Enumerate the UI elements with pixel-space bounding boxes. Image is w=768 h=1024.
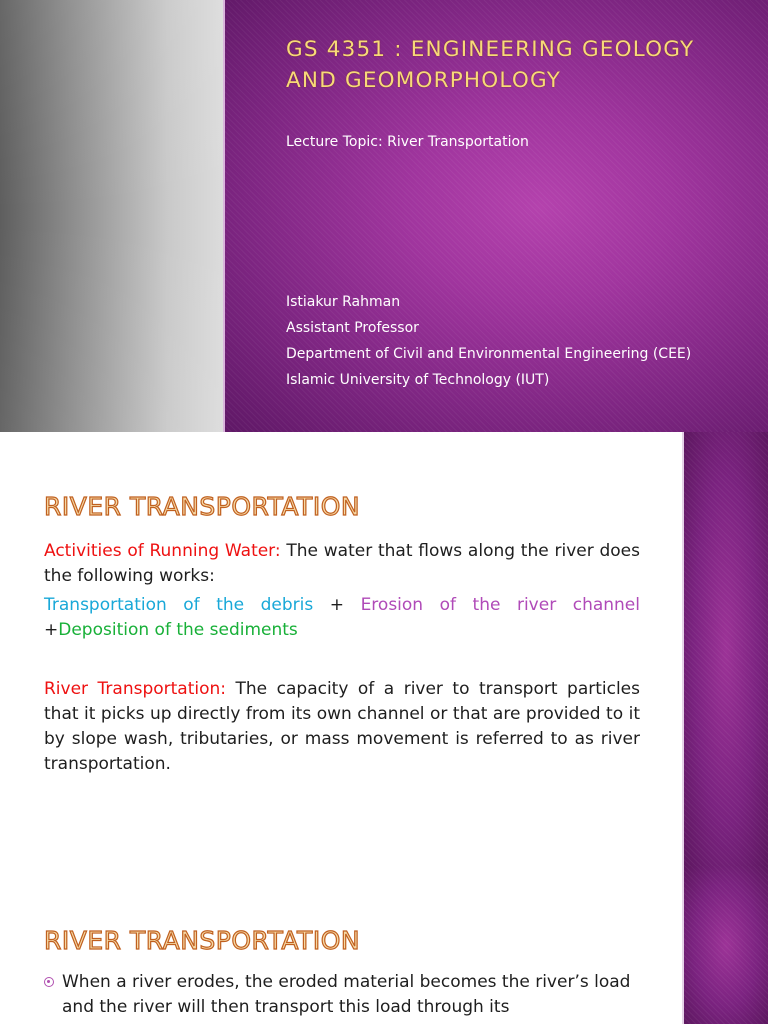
plus-sign: +: [313, 595, 361, 615]
transportation-item: Transportation of the debris: [44, 595, 314, 615]
presenter-name: Istiakur Rahman: [286, 294, 401, 310]
presenter-info: [286, 289, 691, 393]
title-slide: [0, 0, 768, 432]
deposition-item: Deposition of the sediments: [58, 620, 298, 640]
presenter-department: Department of Civil and Environmental Engineering (CEE): [286, 346, 692, 362]
slide-left-gray-panel: [0, 0, 223, 432]
lecture-topic: Lecture Topic: River Transportation: [286, 134, 529, 150]
erosion-item: Erosion of the river channel: [360, 595, 640, 615]
running-water-text: The water that flows along the river does the following works:: [44, 541, 640, 586]
running-water-paragraph: [44, 539, 640, 589]
definition-label: River Transportation:: [44, 679, 227, 699]
purple-side-bar: [684, 432, 768, 866]
course-title: GS 4351 : ENGINEERING GEOLOGY AND GEOMORPHOLOGY: [286, 37, 695, 93]
bullet-text: When a river erodes, the eroded material becomes the river’s load and the river will then transport this load through its: [62, 972, 631, 1017]
slide-heading: RIVER TRANSPORTATION: [44, 926, 361, 955]
purple-side-bar: [684, 866, 768, 1024]
presenter-university: Islamic University of Technology (IUT): [286, 372, 550, 388]
slide-heading: RIVER TRANSPORTATION: [44, 492, 361, 521]
river-transportation-slide-1: [0, 432, 768, 866]
presenter-position: Assistant Professor: [286, 320, 419, 336]
river-transportation-slide-2: [0, 866, 768, 1024]
plus-sign: +: [44, 620, 59, 640]
running-water-label: Activities of Running Water:: [44, 541, 281, 561]
river-transportation-definition: [44, 677, 640, 777]
bullet-item: [44, 970, 644, 1020]
river-works-list: [44, 593, 640, 643]
circle-dot-bullet-icon: [44, 977, 54, 987]
definition-text: The capacity of a river to transport particles that it picks up directly from its own channel or that are provided to it by slope wash, tributaries, or mass movement is referred to as river transportation.: [44, 679, 640, 774]
